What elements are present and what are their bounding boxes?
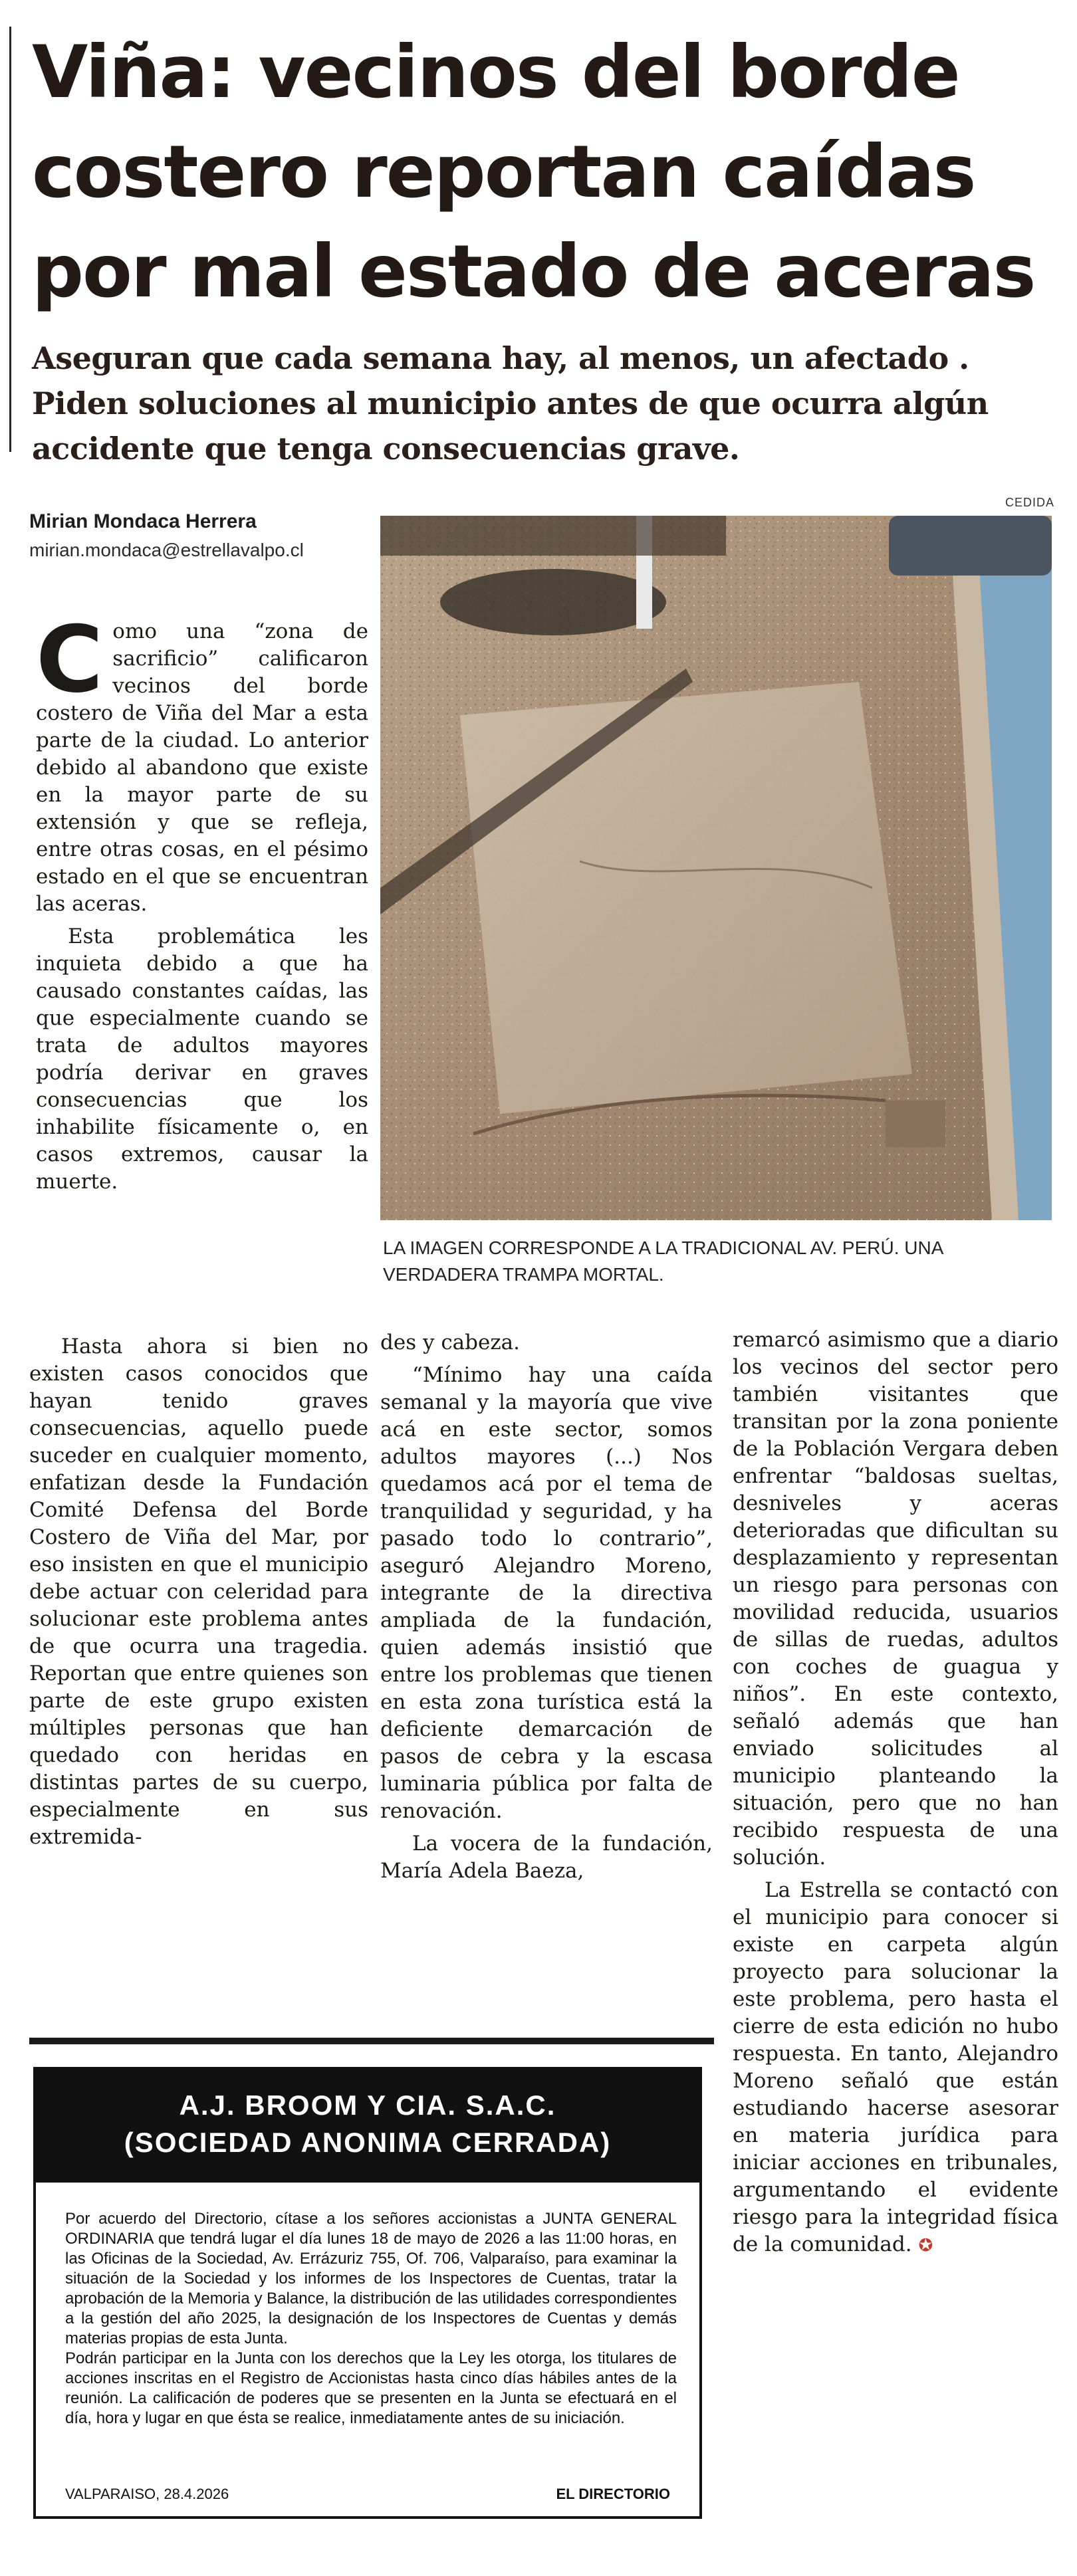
left-column-rule: [9, 27, 11, 452]
subheadline-line: Aseguran que cada semana hay, al menos, un afectado .: [32, 340, 969, 376]
photo-car: [889, 516, 1052, 576]
photo-caption: [383, 1235, 1048, 1288]
ad-paragraph: Por acuerdo del Directorio, cítase a los señores accionistas a JUNTA GENERAL ORDINARIA que tendrá lugar el día lunes 18 de mayo de 2026 a las 11:00 horas, en las Oficinas de la Sociedad, Av. Errázuriz 755, Of. 706, Valparaíso, para examinar la situación de la Sociedad y los informes de los Inspectores de Cuentas, tratar la aprobación de la Memoria y Balance, la distribución de las utilidades correspondientes a la gestión del año 2025, la designación de los Inspectores de Cuentas y demás materias propias de esta Junta.: [65, 2210, 677, 2347]
byline-author: Mirian Mondaca Herrera: [29, 510, 257, 532]
article-paragraph: des y cabeza.: [380, 1331, 521, 1354]
ad-place-date: VALPARAISO, 28.4.2026: [65, 2486, 229, 2502]
ad-title: A.J. BROOM Y CIA. S.A.C.: [179, 2090, 556, 2121]
headline-line: costero reportan caídas: [32, 130, 975, 214]
article-column-3: [733, 1327, 1058, 2260]
article-paragraph: La vocera de la fundación, María Adela Baeza,: [380, 1832, 713, 1883]
article-column-1-top: [36, 606, 368, 1196]
photo-credit: CEDIDA: [1005, 496, 1054, 509]
photo-slab: [460, 682, 912, 1114]
article-paragraph: Esta problemática les inquieta debido a que ha causado constantes caídas, las que especialmente cuando se trata de adultos mayores podría derivar en graves consecuencias que los inhabilite físicamente o, en casos extremos, causar la muerte.: [36, 924, 368, 1194]
ad-header: [36, 2070, 699, 2183]
drop-cap: C: [36, 606, 104, 713]
ad-body: [65, 2209, 677, 2428]
ad-footer: [65, 2486, 670, 2503]
legal-notice-ad: [33, 2067, 702, 2519]
article-paragraph: La Estrella se contactó con el municipio para conocer si existe en carpeta algún proyecto para solucionar la este problema, pero hasta el cierre de esta edición no hubo respuesta. En tanto, Alejandro Moreno señaló que están estudiando hacerse asesorar en materia jurídica para iniciar acciones en tribunales, argumentando el evidente riesgo para la integridad física de la comunidad. ✪: [733, 1878, 1058, 2256]
article-column-1-bottom: [29, 1333, 368, 1851]
ad-subtitle: (SOCIEDAD ANONIMA CERRADA): [124, 2127, 612, 2158]
article-paragraph: Como una “zona de sacrificio” calificaron vecinos del borde costero de Viña del Mar a esta parte de la ciudad. Lo anterior debido al abandono que existe en la mayor parte de su extensión y que se refleja, entre otras cosas, en el pésimo estado en el que se encuentran las aceras.: [36, 606, 368, 916]
headline-line: Viña: vecinos del borde: [32, 30, 959, 114]
subheadline: [32, 336, 1069, 471]
byline-email[interactable]: mirian.mondaca@estrellavalpo.cl: [29, 540, 304, 560]
photo-shadow: [440, 569, 666, 635]
article-photo: [380, 516, 1052, 1220]
headline: [32, 23, 1056, 322]
article-paragraph: Hasta ahora si bien no existen casos conocidos que hayan tenido graves consecuencias, aquello puede suceder en cualquier momento, enfatizan desde la Fundación Comité Defensa del Borde Costero de Viña del Mar, por eso insisten en que el municipio debe actuar con celeridad para solucionar este problema antes de que ocurra una tragedia. Reportan que entre quienes son parte de este grupo existen múltiples personas que han quedado con heridas en distintas partes de su cuerpo, especialmente en sus extremida-: [29, 1335, 368, 1849]
article-column-2: [380, 1329, 713, 1885]
ad-paragraph: Podrán participar en la Junta con los derechos que la Ley les otorga, los titulares de acciones inscritas en el Registro de Accionistas hasta cinco días hábiles antes de la reunión. La calificación de poderes que se presenten en la Junta se efectuará en el día, hora y lugar en que ésta se realice, inmediatamente antes de su iniciación.: [65, 2349, 677, 2427]
caption-line: LA IMAGEN CORRESPONDE A LA TRADICIONAL AV. PERÚ. UNA: [383, 1237, 944, 1258]
subheadline-line: accidente que tenga consecuencias grave.: [32, 431, 740, 467]
section-divider: [29, 2038, 714, 2044]
ad-signature: EL DIRECTORIO: [556, 2486, 670, 2502]
headline-line: por mal estado de aceras: [32, 229, 1035, 314]
subheadline-line: Piden soluciones al municipio antes de que ocurra algún: [32, 385, 989, 421]
photo-people: [380, 516, 726, 556]
caption-line: VERDADERA TRAMPA MORTAL.: [383, 1264, 664, 1285]
end-of-article-icon: ✪: [918, 2236, 933, 2256]
photo-rubble: [886, 1101, 945, 1147]
article-paragraph: remarcó asimismo que a diario los vecinos del sector pero también visitantes que transitan por la zona poniente de la Población Vergara deben enfrentar “baldosas sueltas, desniveles y aceras deterioradas que dificultan su desplazamiento y representan un riesgo para personas con movilidad reducida, usuarios de sillas de ruedas, adultos con coches de guagua y niños”. En este contexto, señaló además que han enviado solicitudes al municipio planteando la situación, pero que no han recibido respuesta de una solución.: [733, 1328, 1058, 1870]
article-paragraph: “Mínimo hay una caída semanal y la mayoría que vive acá en este sector, somos adultos mayores (...) Nos quedamos acá por el tema de tranquilidad y seguridad, y ha pasado todo lo contrario”, aseguró Alejandro Moreno, integrante de la directiva ampliada de la fundación, quien además insistió que entre los problemas que tienen en esta zona turística está la deficiente demarcación de pasos de cebra y la escasa luminaria pública por falta de renovación.: [380, 1363, 713, 1823]
